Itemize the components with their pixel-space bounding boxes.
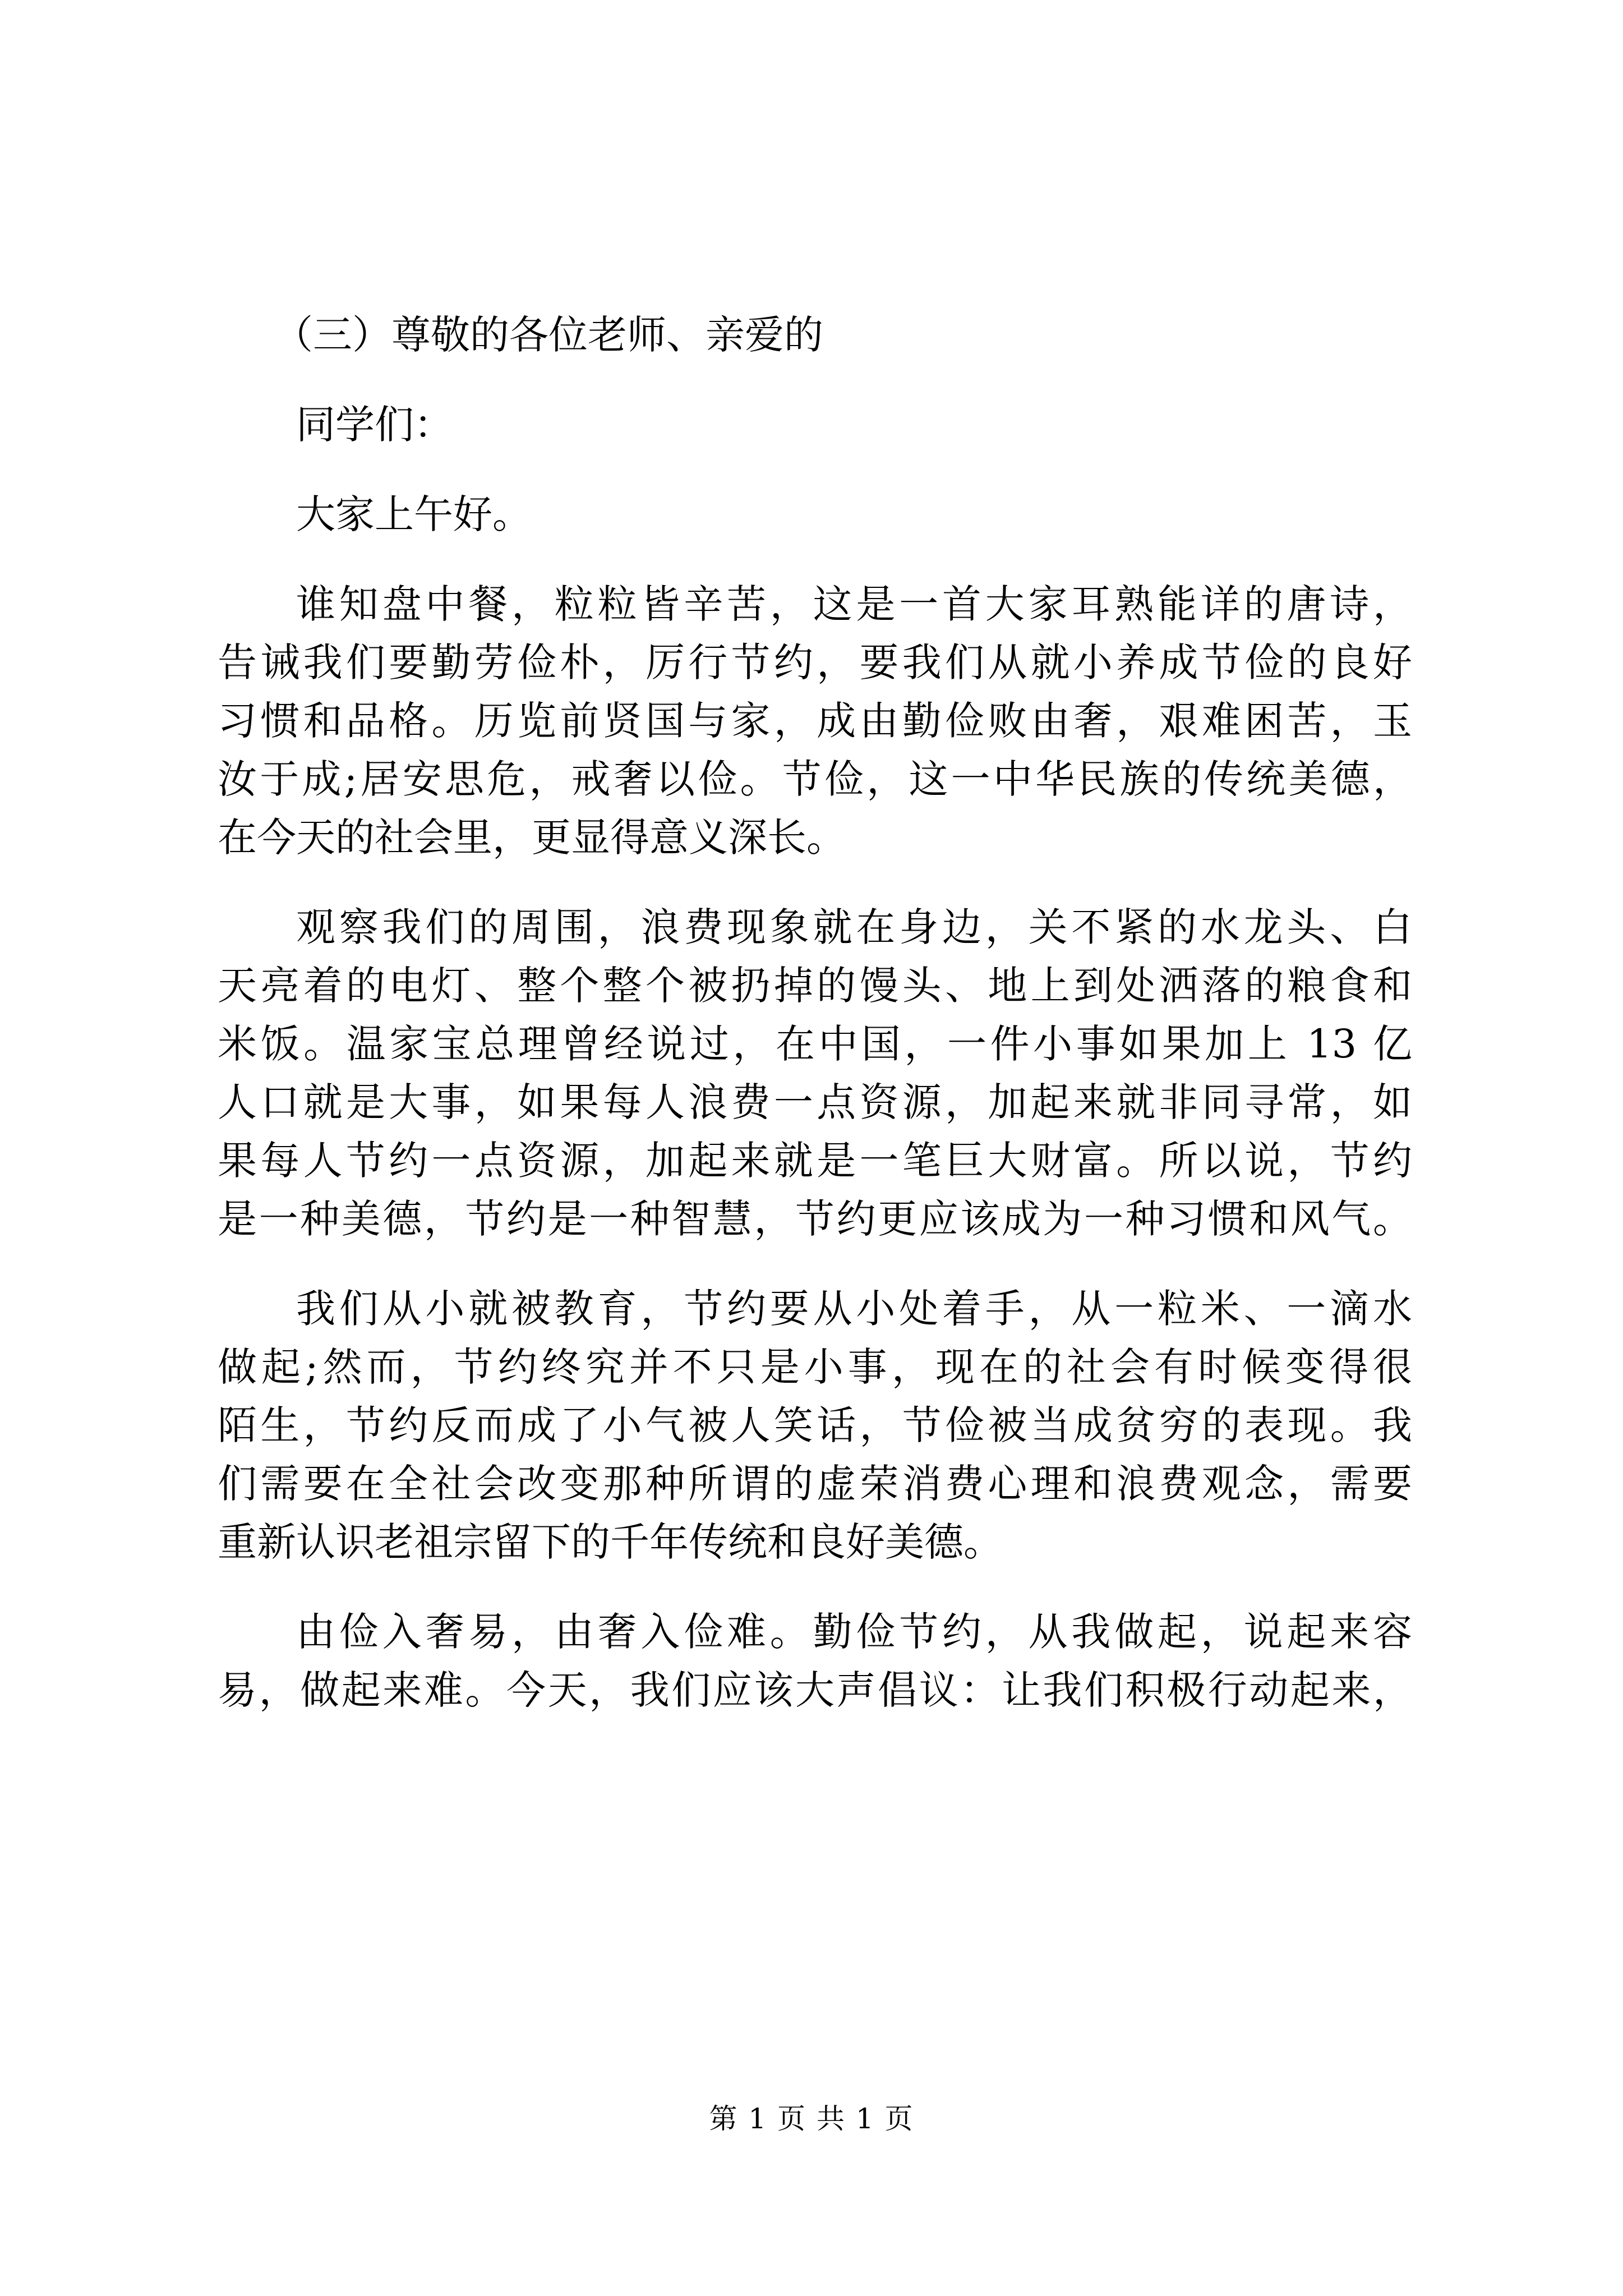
text-line: 由俭入奢易，由奢入俭难。勤俭节约，从我做起，说起来容 <box>296 1609 1412 1655</box>
text-line: 陌生，节约反而成了小气被人笑话，节俭被当成贫穷的表现。我 <box>218 1402 1412 1448</box>
text-line: 在今天的社会里，更显得意义深长。 <box>218 815 846 861</box>
paragraph-3 <box>218 1280 1412 1571</box>
text-line: 我们从小就被教育，节约要从小处着手，从一粒米、一滴水 <box>296 1286 1412 1332</box>
document-body <box>218 306 1412 1719</box>
text-line: 果每人节约一点资源，加起来就是一笔巨大财富。所以说，节约 <box>218 1138 1412 1184</box>
text-line: 易，做起来难。今天，我们应该大声倡议：让我们积极行动起来， <box>218 1667 1412 1713</box>
page-footer: 第 1 页 共 1 页 <box>709 2102 914 2135</box>
paragraph-1 <box>218 575 1412 867</box>
document-heading: （三）尊敬的各位老师、亲爱的 <box>274 312 823 358</box>
paragraph-4 <box>218 1603 1412 1719</box>
text-line: 是一种美德，节约是一种智慧，节约更应该成为一种习惯和风气。 <box>218 1196 1412 1242</box>
paragraph-2 <box>218 898 1412 1248</box>
salutation: 同学们： <box>296 402 453 448</box>
text-line: 谁知盘中餐，粒粒皆辛苦，这是一首大家耳熟能详的唐诗， <box>296 581 1412 627</box>
text-line: 天亮着的电灯、整个整个被扔掉的馒头、地上到处洒落的粮食和 <box>218 963 1412 1009</box>
text-line: 人口就是大事，如果每人浪费一点资源，加起来就非同寻常，如 <box>218 1079 1412 1125</box>
text-line: 做起;然而，节约终究并不只是小事，现在的社会有时候变得很 <box>218 1344 1412 1390</box>
text-line: 汝于成;居安思危，戒奢以俭。节俭，这一中华民族的传统美德， <box>218 756 1412 802</box>
text-line: 习惯和品格。历览前贤国与家，成由勤俭败由奢，艰难困苦，玉 <box>218 698 1412 744</box>
text-line: 观察我们的周围，浪费现象就在身边，关不紧的水龙头、白 <box>296 904 1412 950</box>
greeting: 大家上午好。 <box>296 491 532 537</box>
text-line: 们需要在全社会改变那种所谓的虚荣消费心理和浪费观念，需要 <box>218 1461 1412 1507</box>
text-line: 告诫我们要勤劳俭朴，厉行节约，要我们从就小养成节俭的良好 <box>218 639 1412 685</box>
text-line: 重新认识老祖宗留下的千年传统和良好美德。 <box>218 1519 1003 1565</box>
text-line: 米饭。温家宝总理曾经说过，在中国，一件小事如果加上 13 亿 <box>218 1021 1412 1067</box>
